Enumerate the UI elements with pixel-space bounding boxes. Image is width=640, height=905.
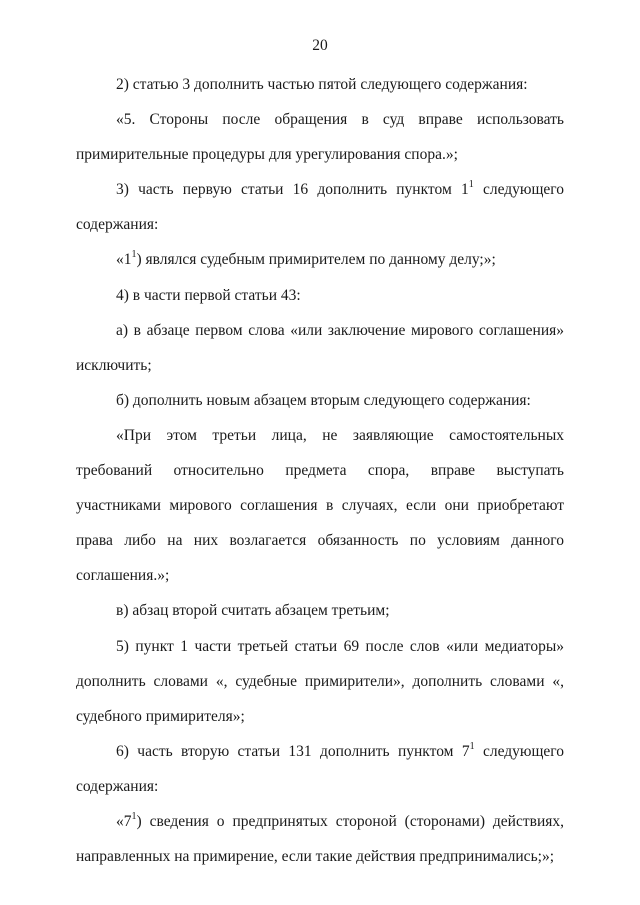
paragraph-text: в) абзац второй считать абзацем третьим; — [116, 602, 390, 620]
paragraph-text: ) сведения о предпринятых стороной (сторонами) действиях, направленных на примирение, если такие действия предпринимались;»; — [76, 812, 564, 866]
paragraph-text: 5) пункт 1 части третьей статьи 69 после слов «или медиаторы» дополнить словами «, судебные примирители», дополнить словами «, судебного примирителя»; — [76, 637, 564, 725]
paragraph-text: следующего содержания: — [76, 181, 564, 234]
document-body — [76, 67, 564, 874]
superscript: 1 — [469, 740, 475, 752]
superscript: 1 — [468, 179, 474, 191]
paragraph-text: 3) часть первую статьи 16 дополнить пунктом 1 — [116, 181, 469, 199]
page-number: 20 — [312, 37, 328, 54]
paragraph-text: 6) часть вторую статьи 131 дополнить пунктом 7 — [116, 742, 470, 760]
paragraph-text: б) дополнить новым абзацем вторым следующего содержания: — [116, 391, 531, 409]
paragraph-quote-part-5 — [76, 102, 564, 172]
paragraph-quote-item-1-1 — [76, 242, 564, 277]
paragraph-amend-article-131 — [76, 734, 564, 804]
paragraph-quote-item-7-1 — [76, 804, 564, 874]
paragraph-subitem-a — [76, 313, 564, 383]
paragraph-amend-article-43 — [76, 278, 564, 313]
paragraph-text: ) являлся судебным примирителем по данному делу;»; — [136, 251, 496, 269]
paragraph-subitem-b — [76, 383, 564, 418]
paragraph-text: «1 — [116, 251, 132, 269]
paragraph-text: «При этом третьи лица, не заявляющие самостоятельных требований относительно предмета спора, вправе выступать участниками мирового соглашения в случаях, если они приобретают права либо на них возлагается обязанность по условиям данного соглашения.»; — [76, 426, 564, 585]
paragraph-subitem-v — [76, 593, 564, 628]
superscript: 1 — [131, 249, 137, 261]
paragraph-text: «5. Стороны после обращения в суд вправе использовать примирительные процедуры для урегулирования спора.»; — [76, 111, 564, 164]
paragraph-amend-article-69 — [76, 629, 564, 734]
paragraph-amend-article-16 — [76, 172, 564, 242]
paragraph-quote-third-parties — [76, 418, 564, 593]
paragraph-text: а) в абзаце первом слова «или заключение мирового соглашения» исключить; — [76, 321, 564, 374]
paragraph-text: 2) статью 3 дополнить частью пятой следующего содержания: — [116, 76, 528, 93]
paragraph-text: «7 — [116, 812, 132, 830]
paragraph-text: 4) в части первой статьи 43: — [116, 286, 301, 304]
paragraph-amend-article-3 — [76, 67, 564, 102]
paragraph-text: следующего содержания: — [76, 742, 564, 795]
superscript: 1 — [131, 810, 137, 822]
